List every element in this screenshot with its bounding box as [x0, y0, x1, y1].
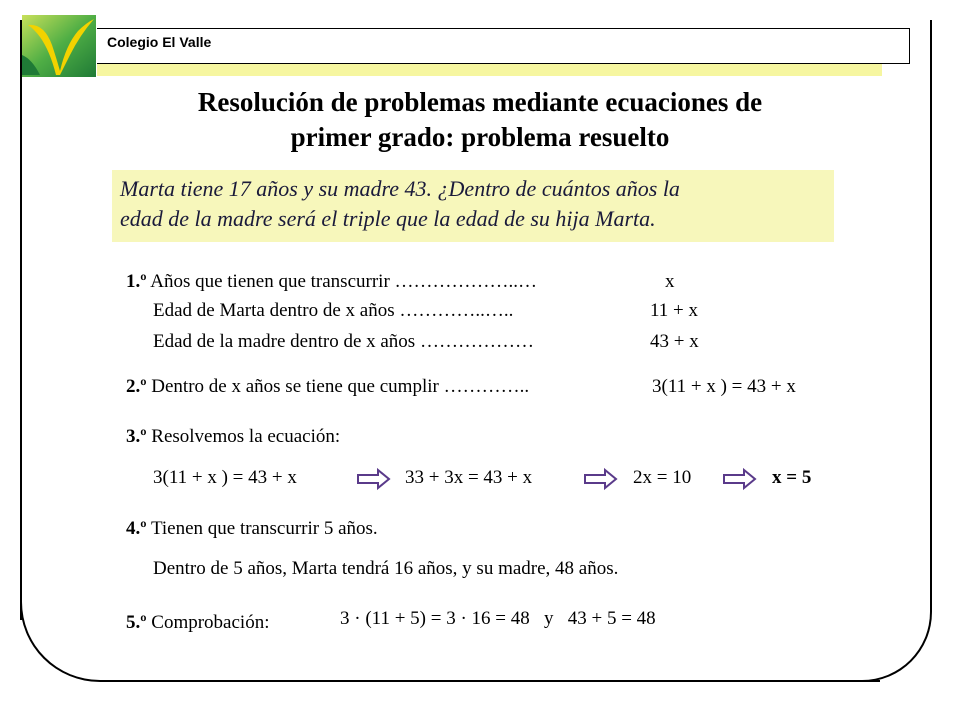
problem-line-2: edad de la madre será el triple que la edad de su hija Marta. — [120, 206, 656, 231]
step1-line — [126, 271, 537, 293]
step1-number: 1.º — [126, 271, 147, 292]
step2-value: 3(11 + x ) = 43 + x — [652, 376, 796, 397]
step1-value: x — [665, 271, 675, 292]
step5-line — [126, 612, 269, 634]
step2-line — [126, 376, 529, 398]
step3-number: 3.º — [126, 426, 147, 447]
title-line-1: Resolución de problemas mediante ecuaciones de — [197, 87, 763, 117]
step5-number: 5.º — [126, 612, 147, 633]
step3-text: Resolvemos la ecuación: — [146, 426, 341, 447]
step5-check: 3 · (11 + 5) = 3 · 16 = 48 y 43 + 5 = 48 — [340, 608, 656, 629]
implies-arrow-icon — [583, 467, 619, 491]
step1-row3-value: 43 + x — [650, 331, 699, 352]
problem-statement — [112, 170, 834, 242]
step1-row2-value: 11 + x — [650, 300, 699, 321]
title-line-2: primer grado: problema resuelto — [290, 122, 670, 152]
implies-arrow-icon — [356, 467, 392, 491]
frame-right-top-border — [930, 20, 932, 130]
frame-bottom-border — [100, 680, 880, 682]
school-name: Colegio El Valle — [107, 34, 212, 50]
header-bar — [97, 28, 910, 64]
step3-line — [126, 426, 340, 448]
step3-solution: x = 5 — [772, 467, 812, 488]
step4-text: Tienen que transcurrir 5 años. — [146, 518, 378, 539]
step5-text: Comprobación: — [146, 612, 270, 633]
frame-corner-bottom-right — [850, 610, 932, 682]
step2-text: Dentro de x años se tiene que cumplir ………….. — [146, 376, 530, 397]
page-title — [60, 85, 900, 155]
header-accent-band — [97, 64, 882, 76]
step2-number: 2.º — [126, 376, 147, 397]
step3-equation-2: 33 + 3x = 43 + x — [405, 467, 533, 488]
frame-corner-bottom-left — [20, 600, 102, 682]
step4-answer: Dentro de 5 años, Marta tendrá 16 años, y su madre, 48 años. — [153, 558, 619, 579]
step3-equation-1: 3(11 + x ) = 43 + x — [153, 467, 297, 488]
step1-row3-text: Edad de la madre dentro de x años ……………… — [153, 331, 534, 352]
step3-equation-3: 2x = 10 — [633, 467, 692, 488]
step1-text: Años que tienen que transcurrir ………………..… — [146, 271, 538, 292]
implies-arrow-icon — [722, 467, 758, 491]
valle-logo-icon — [22, 15, 96, 77]
problem-line-1: Marta tiene 17 años y su madre 43. ¿Dentro de cuántos años la — [120, 176, 680, 201]
frame-right-border — [930, 130, 932, 610]
frame-left-border — [20, 20, 22, 620]
step4-line — [126, 518, 378, 540]
step1-row2-text: Edad de Marta dentro de x años …………..….. — [153, 300, 514, 321]
step4-number: 4.º — [126, 518, 147, 539]
